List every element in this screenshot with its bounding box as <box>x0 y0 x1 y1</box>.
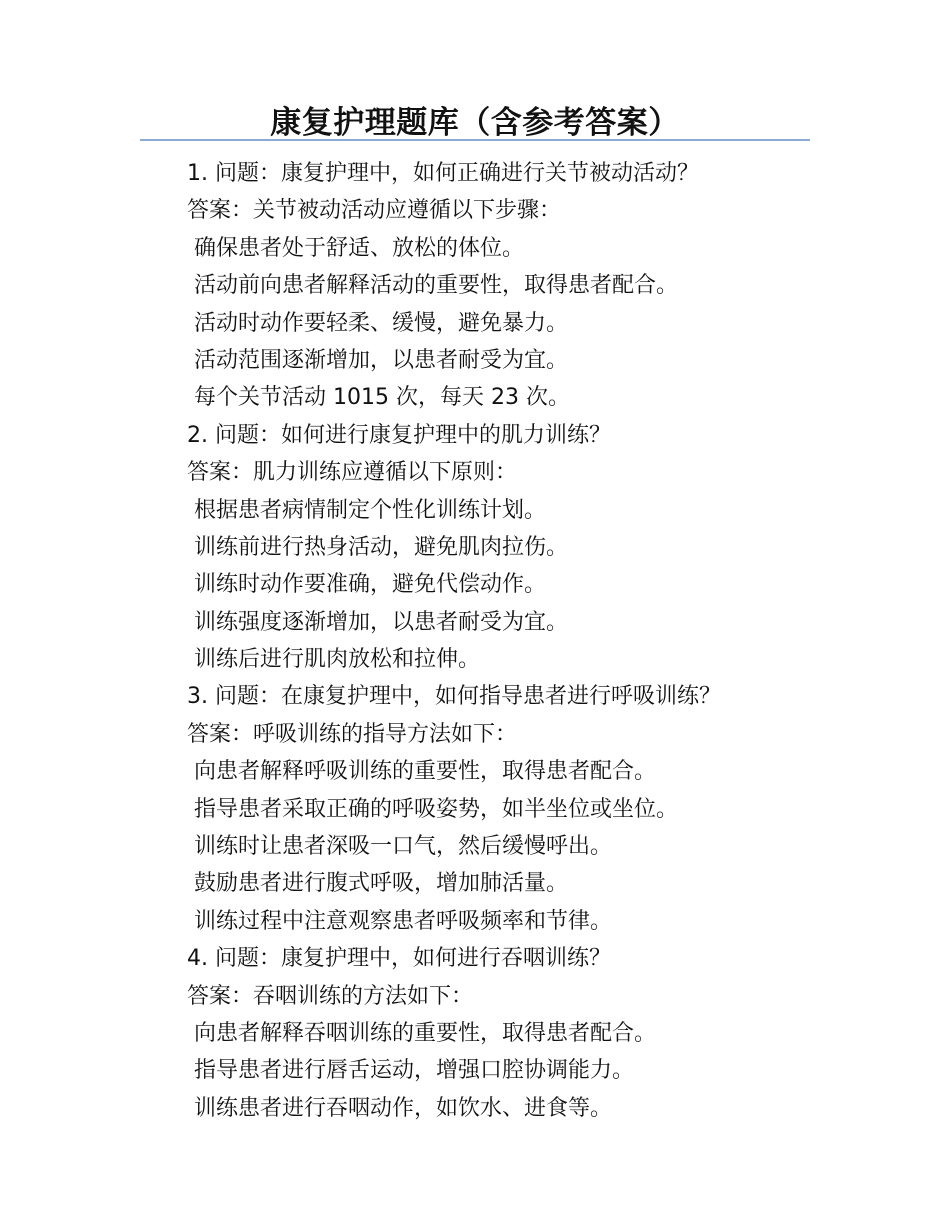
answer-point: 训练后进行肌肉放松和拉伸。 <box>194 647 481 673</box>
title-divider <box>140 139 810 141</box>
question-text: 3. 问题：在康复护理中，如何指导患者进行呼吸训练？ <box>187 684 721 710</box>
page-title: 康复护理题库（含参考答案） <box>270 105 680 141</box>
answer-heading: 答案：呼吸训练的指导方法如下： <box>187 721 518 747</box>
answer-point: 指导患者采取正确的呼吸姿势，如半坐位或坐位。 <box>194 796 679 822</box>
answer-point: 每个关节活动 1015 次，每天 23 次。 <box>194 385 570 411</box>
question-text: 1. 问题：康复护理中，如何正确进行关节被动活动？ <box>187 161 699 186</box>
answer-point: 训练患者进行吞咽动作，如饮水、进食等。 <box>194 1095 613 1121</box>
answer-point: 活动范围逐渐增加，以患者耐受为宜。 <box>194 347 569 373</box>
answer-point: 活动时动作要轻柔、缓慢，避免暴力。 <box>194 310 569 336</box>
answer-point: 确保患者处于舒适、放松的体位。 <box>194 235 525 261</box>
section-1 <box>187 155 887 417</box>
answer-point: 根据患者病情制定个性化训练计划。 <box>194 497 547 523</box>
answer-point: 指导患者进行唇舌运动，增强口腔协调能力。 <box>194 1058 635 1084</box>
answer-point: 活动前向患者解释活动的重要性，取得患者配合。 <box>194 273 679 299</box>
answer-point: 向患者解释吞咽训练的重要性，取得患者配合。 <box>194 1020 657 1046</box>
answer-point: 训练前进行热身活动，避免肌肉拉伤。 <box>194 534 569 560</box>
section-3 <box>187 678 887 940</box>
answer-point: 向患者解释呼吸训练的重要性，取得患者配合。 <box>194 759 657 785</box>
question-text: 2. 问题：如何进行康复护理中的肌力训练？ <box>187 422 611 448</box>
document-body <box>187 155 887 1127</box>
section-4 <box>187 940 887 1127</box>
answer-point: 训练时动作要准确，避免代偿动作。 <box>194 572 547 598</box>
answer-heading: 答案：吞咽训练的方法如下： <box>187 983 474 1009</box>
answer-point: 鼓励患者进行腹式呼吸，增加肺活量。 <box>194 871 569 897</box>
section-2 <box>187 417 887 679</box>
answer-point: 训练强度逐渐增加，以患者耐受为宜。 <box>194 609 569 635</box>
answer-point: 训练过程中注意观察患者呼吸频率和节律。 <box>194 908 613 934</box>
question-text: 4. 问题：康复护理中，如何进行吞咽训练？ <box>187 946 611 972</box>
answer-point: 训练时让患者深吸一口气，然后缓慢呼出。 <box>194 834 613 860</box>
answer-heading: 答案：关节被动活动应遵循以下步骤： <box>187 198 562 224</box>
answer-heading: 答案：肌力训练应遵循以下原则： <box>187 460 518 486</box>
